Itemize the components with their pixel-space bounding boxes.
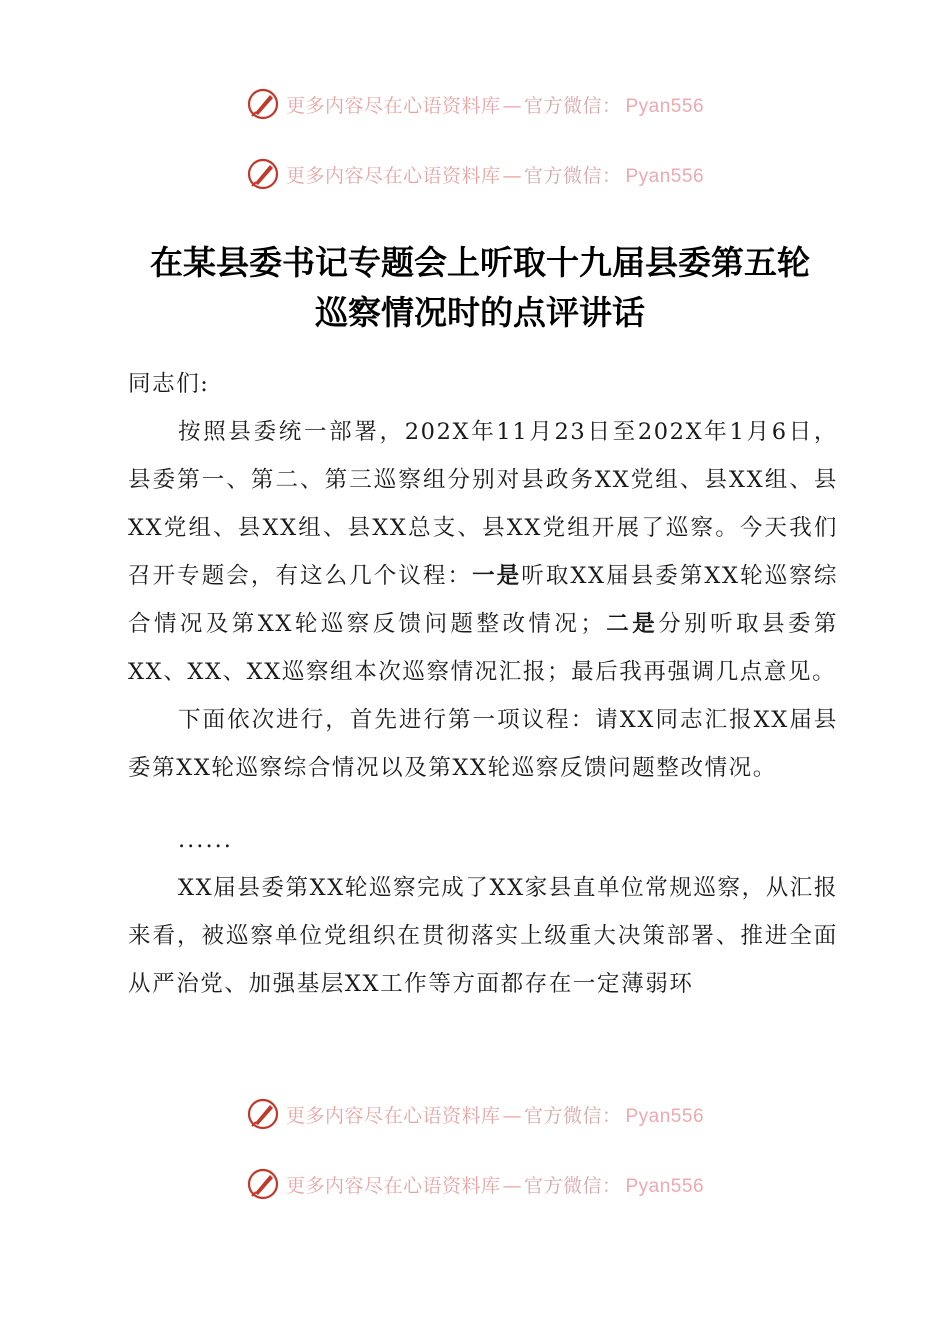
banner-wechat-id: Pyan556 (625, 95, 705, 117)
banner-wechat-id: Pyan556 (625, 165, 705, 187)
greeting: 同志们: (128, 371, 210, 397)
quill-pen-icon (246, 1167, 280, 1201)
banner-separator: — (502, 164, 522, 187)
banner-wechat-id: Pyan556 (625, 1105, 705, 1127)
banner-slogan: 更多内容尽在心语资料库 (285, 1104, 501, 1127)
title-line-2: 巡察情况时的点评讲话 (315, 293, 645, 332)
banner-wechat-label: 官方微信： (523, 1104, 622, 1127)
paragraph-1 (128, 408, 838, 696)
p1-text-c: 听取XX届县委第XX轮巡察综合情况及第XX轮巡察反馈问题整改情况； (128, 563, 838, 637)
document-body (128, 360, 838, 1008)
watermark-banner-top-2 (0, 154, 950, 194)
banner-separator: — (502, 1174, 522, 1197)
p1-bold-2: 二是 (604, 611, 659, 637)
ellipsis: ...... (178, 827, 233, 853)
banner-slogan: 更多内容尽在心语资料库 (285, 164, 501, 187)
watermark-banner-top-1 (0, 84, 950, 124)
banner-separator: — (502, 94, 522, 117)
p1-bold-1: 一是 (472, 563, 522, 589)
quill-pen-icon (246, 87, 280, 121)
watermark-banner-bottom-1 (0, 1094, 950, 1134)
paragraph-2: 下面依次进行，首先进行第一项议程：请XX同志汇报XX届县委第XX轮巡察综合情况以及第XX轮巡察反馈问题整改情况。 (128, 707, 838, 781)
p1-text-a: 按照县委统一部署，202X年11月23日至202X年1月6日，县委第一、第二、第三巡察组分别对县政务XX党组、县XX组、县XX党组、县XX组、县XX总支、县XX党组开展了巡察。今天我们召开专题会，有这么几个议程： (128, 419, 838, 589)
banner-separator: — (502, 1104, 522, 1127)
paragraph-3: XX届县委第XX轮巡察完成了XX家县直单位常规巡察，从汇报来看，被巡察单位党组织在贯彻落实上级重大决策部署、推进全面从严治党、加强基层XX工作等方面都存在一定薄弱环 (128, 875, 839, 997)
banner-wechat-label: 官方微信： (523, 164, 622, 187)
banner-slogan: 更多内容尽在心语资料库 (285, 1174, 501, 1197)
banner-wechat-label: 官方微信： (523, 1174, 622, 1197)
banner-wechat-id: Pyan556 (625, 1175, 705, 1197)
watermark-banner-bottom-2 (0, 1164, 950, 1204)
quill-pen-icon (246, 1097, 280, 1131)
p1-text-d: 分别听取县委第XX、XX、XX巡察组本次巡察情况汇报；最后我再强调几点意见。 (128, 611, 839, 685)
quill-pen-icon (246, 157, 280, 191)
banner-slogan: 更多内容尽在心语资料库 (285, 94, 501, 117)
banner-wechat-label: 官方微信： (523, 94, 622, 117)
document-title (110, 238, 850, 338)
title-line-1: 在某县委书记专题会上听取十九届县委第五轮 (150, 243, 810, 282)
